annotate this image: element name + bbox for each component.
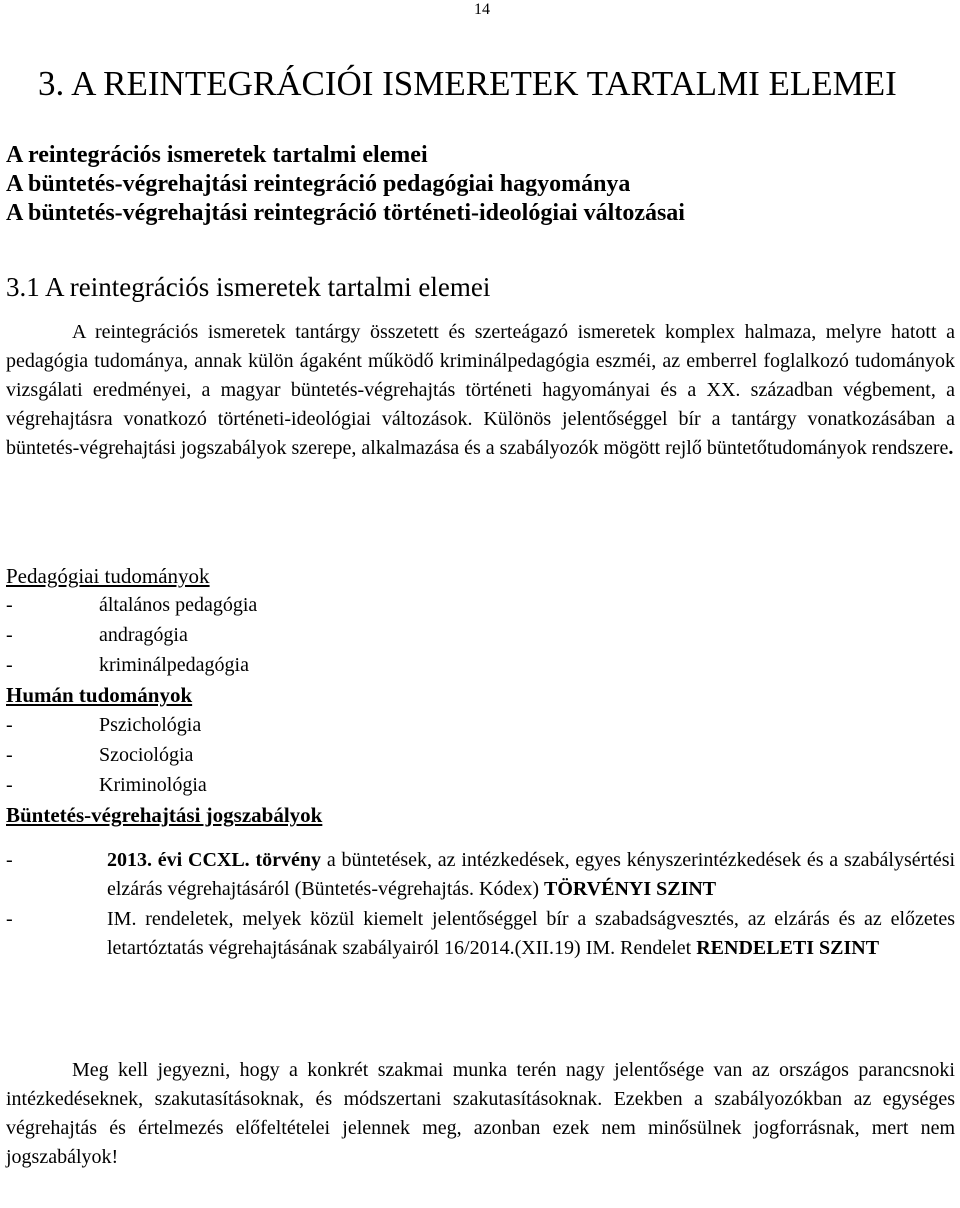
decree-description: IM. rendeletek, melyek közül kiemelt jelentőséggel bír a szabadságvesztés, az elzárás és az előzetes letartóztatás végrehajtásának szabályairól 16/2014.(XII.19) IM. Rendelet bbox=[107, 908, 955, 959]
law-type: törvény bbox=[255, 849, 322, 871]
summary-line: A büntetés-végrehajtási reintegráció pedagógiai hagyománya bbox=[6, 171, 631, 197]
humanities-heading: Humán tudományok bbox=[6, 683, 193, 707]
pedagogy-heading: Pedagógiai tudományok bbox=[6, 564, 210, 588]
law-description: a büntetések, az intézkedések, egyes kényszerintézkedések és a szabálysértési elzárás végrehajtásáról (Büntetés-végrehajtás. Kódex) bbox=[107, 849, 956, 900]
chapter-title: 3. A REINTEGRÁCIÓI ISMERETEK TARTALMI ELEMEI bbox=[38, 64, 897, 103]
law-level: TÖRVÉNYI SZINT bbox=[544, 878, 717, 900]
page-number: 14 bbox=[474, 1, 490, 18]
law-number: évi CCXL. bbox=[157, 849, 250, 871]
intro-paragraph bbox=[6, 318, 955, 463]
closing-paragraph bbox=[6, 1056, 955, 1172]
list-item: - Kriminológia bbox=[6, 774, 207, 796]
list-item: - kriminálpedagógia bbox=[6, 654, 249, 676]
statutes-list bbox=[6, 846, 955, 963]
list-item: - Szociológia bbox=[6, 744, 194, 766]
summary-line: A büntetés-végrehajtási reintegráció történeti-ideológiai változásai bbox=[6, 200, 685, 226]
statutes-heading: Büntetés-végrehajtási jogszabályok bbox=[6, 803, 323, 827]
law-year: 2013. bbox=[107, 849, 152, 871]
statute-item-law: - 2013. évi CCXL. törvény a büntetések, az intézkedések, egyes kényszerintézkedések és a szabálysértési elzárás végrehajtásáról (Büntetés-végrehajtás. Kódex) TÖRVÉNYI SZINT bbox=[6, 849, 956, 900]
intro-trailing: . bbox=[948, 437, 954, 459]
list-item: - andragógia bbox=[6, 624, 188, 646]
intro-text: A reintegrációs ismeretek tantárgy összetett és szerteágazó ismeretek komplex halmaza, melyre hatott a pedagógia tudománya, annak külön ágaként működő kriminálpedagógia eszméi, az emberrel foglalkozó tudományok vizsgálati eredményei, a magyar büntetés-végrehajtás történeti hagyományai és a XX. században végbement, a végrehajtásra vonatkozó történeti-ideológiai változások. Különös jelentőséggel bír a tantárgy vonatkozásában a büntetés-végrehajtási jogszabályok szerepe, alkalmazása és a szabályozók mögött rejlő büntetőtudományok rendszere bbox=[6, 321, 955, 459]
closing-text: Meg kell jegyezni, hogy a konkrét szakmai munka terén nagy jelentősége van az országos parancsnoki intézkedéseknek, szakutasításoknak, és módszertani szakutasításoknak. Ezekben a szabályozókban az egységes végrehajtás és értelmezés előfeltételei jelennek meg, azonban ezek nem minősülnek jogforrásnak, mert nem jogszabályok! bbox=[6, 1059, 955, 1168]
section-heading: 3.1 A reintegrációs ismeretek tartalmi elemei bbox=[6, 272, 491, 302]
chapter-summary bbox=[6, 141, 685, 228]
summary-line: A reintegrációs ismeretek tartalmi elemei bbox=[6, 142, 428, 168]
statute-item-decree: - IM. rendeletek, melyek közül kiemelt jelentőséggel bír a szabadságvesztés, az elzárás és az előzetes letartóztatás végrehajtásának szabályairól 16/2014.(XII.19) IM. Rendelet RENDELETI SZINT bbox=[6, 908, 955, 959]
decree-level: RENDELETI SZINT bbox=[696, 937, 880, 959]
list-item: - Pszichológia bbox=[6, 714, 202, 736]
list-item: - általános pedagógia bbox=[6, 594, 258, 616]
